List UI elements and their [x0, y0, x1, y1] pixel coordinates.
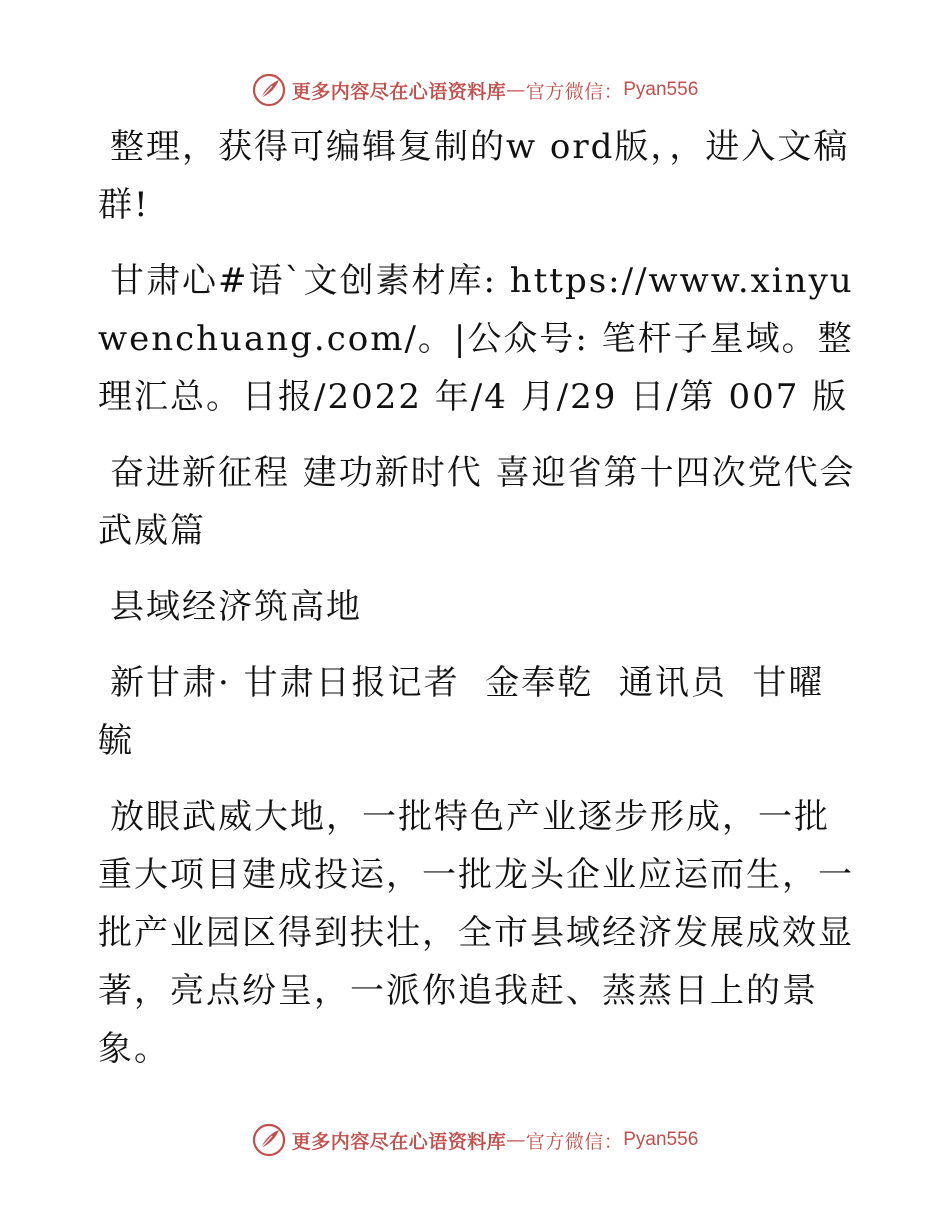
watermark-banner-top [0, 70, 950, 110]
quill-logo-icon [252, 73, 286, 107]
paragraph-byline: 新甘肃· 甘肃日报记者 金奉乾 通讯员 甘曜毓 [98, 663, 825, 761]
watermark-site-name: 更多内容尽在心语资料库 [291, 80, 507, 103]
paragraph-source: 甘肃心#语`文创素材库: https://www.xinyuwenchuang.com/。|公众号: 笔杆子星域。整理汇总。日报/2022 年/4 月/29 日/第 007 版 [98, 261, 854, 417]
watermark-separator: — [506, 1129, 526, 1151]
watermark-banner-bottom [0, 1120, 950, 1160]
paragraph-headline: 奋进新征程 建功新时代 喜迎省第十四次党代会武威篇 [98, 453, 856, 551]
watermark-wechat-label: 官方微信： [525, 1130, 624, 1153]
watermark-site-name: 更多内容尽在心语资料库 [291, 1130, 507, 1153]
watermark-wechat-label: 官方微信： [525, 80, 624, 103]
document-body [98, 118, 858, 1096]
paragraph-lead: 放眼武威大地，一批特色产业逐步形成，一批重大项目建成投运，一批龙头企业应运而生，一批产业园区得到扶壮，全市县域经济发展成效显著，亮点纷呈，一派你追我赶、蒸蒸日上的景象。 [98, 797, 854, 1069]
paragraph-intro: 整理，获得可编辑复制的w ord版，，进入文稿群! [98, 127, 850, 225]
watermark-wechat-id: Pyan556 [623, 79, 699, 100]
paragraph-subheadline: 县域经济筑高地 [110, 587, 362, 627]
quill-logo-icon [252, 1123, 286, 1157]
watermark-wechat-id: Pyan556 [623, 1129, 699, 1150]
watermark-separator: — [506, 79, 526, 101]
